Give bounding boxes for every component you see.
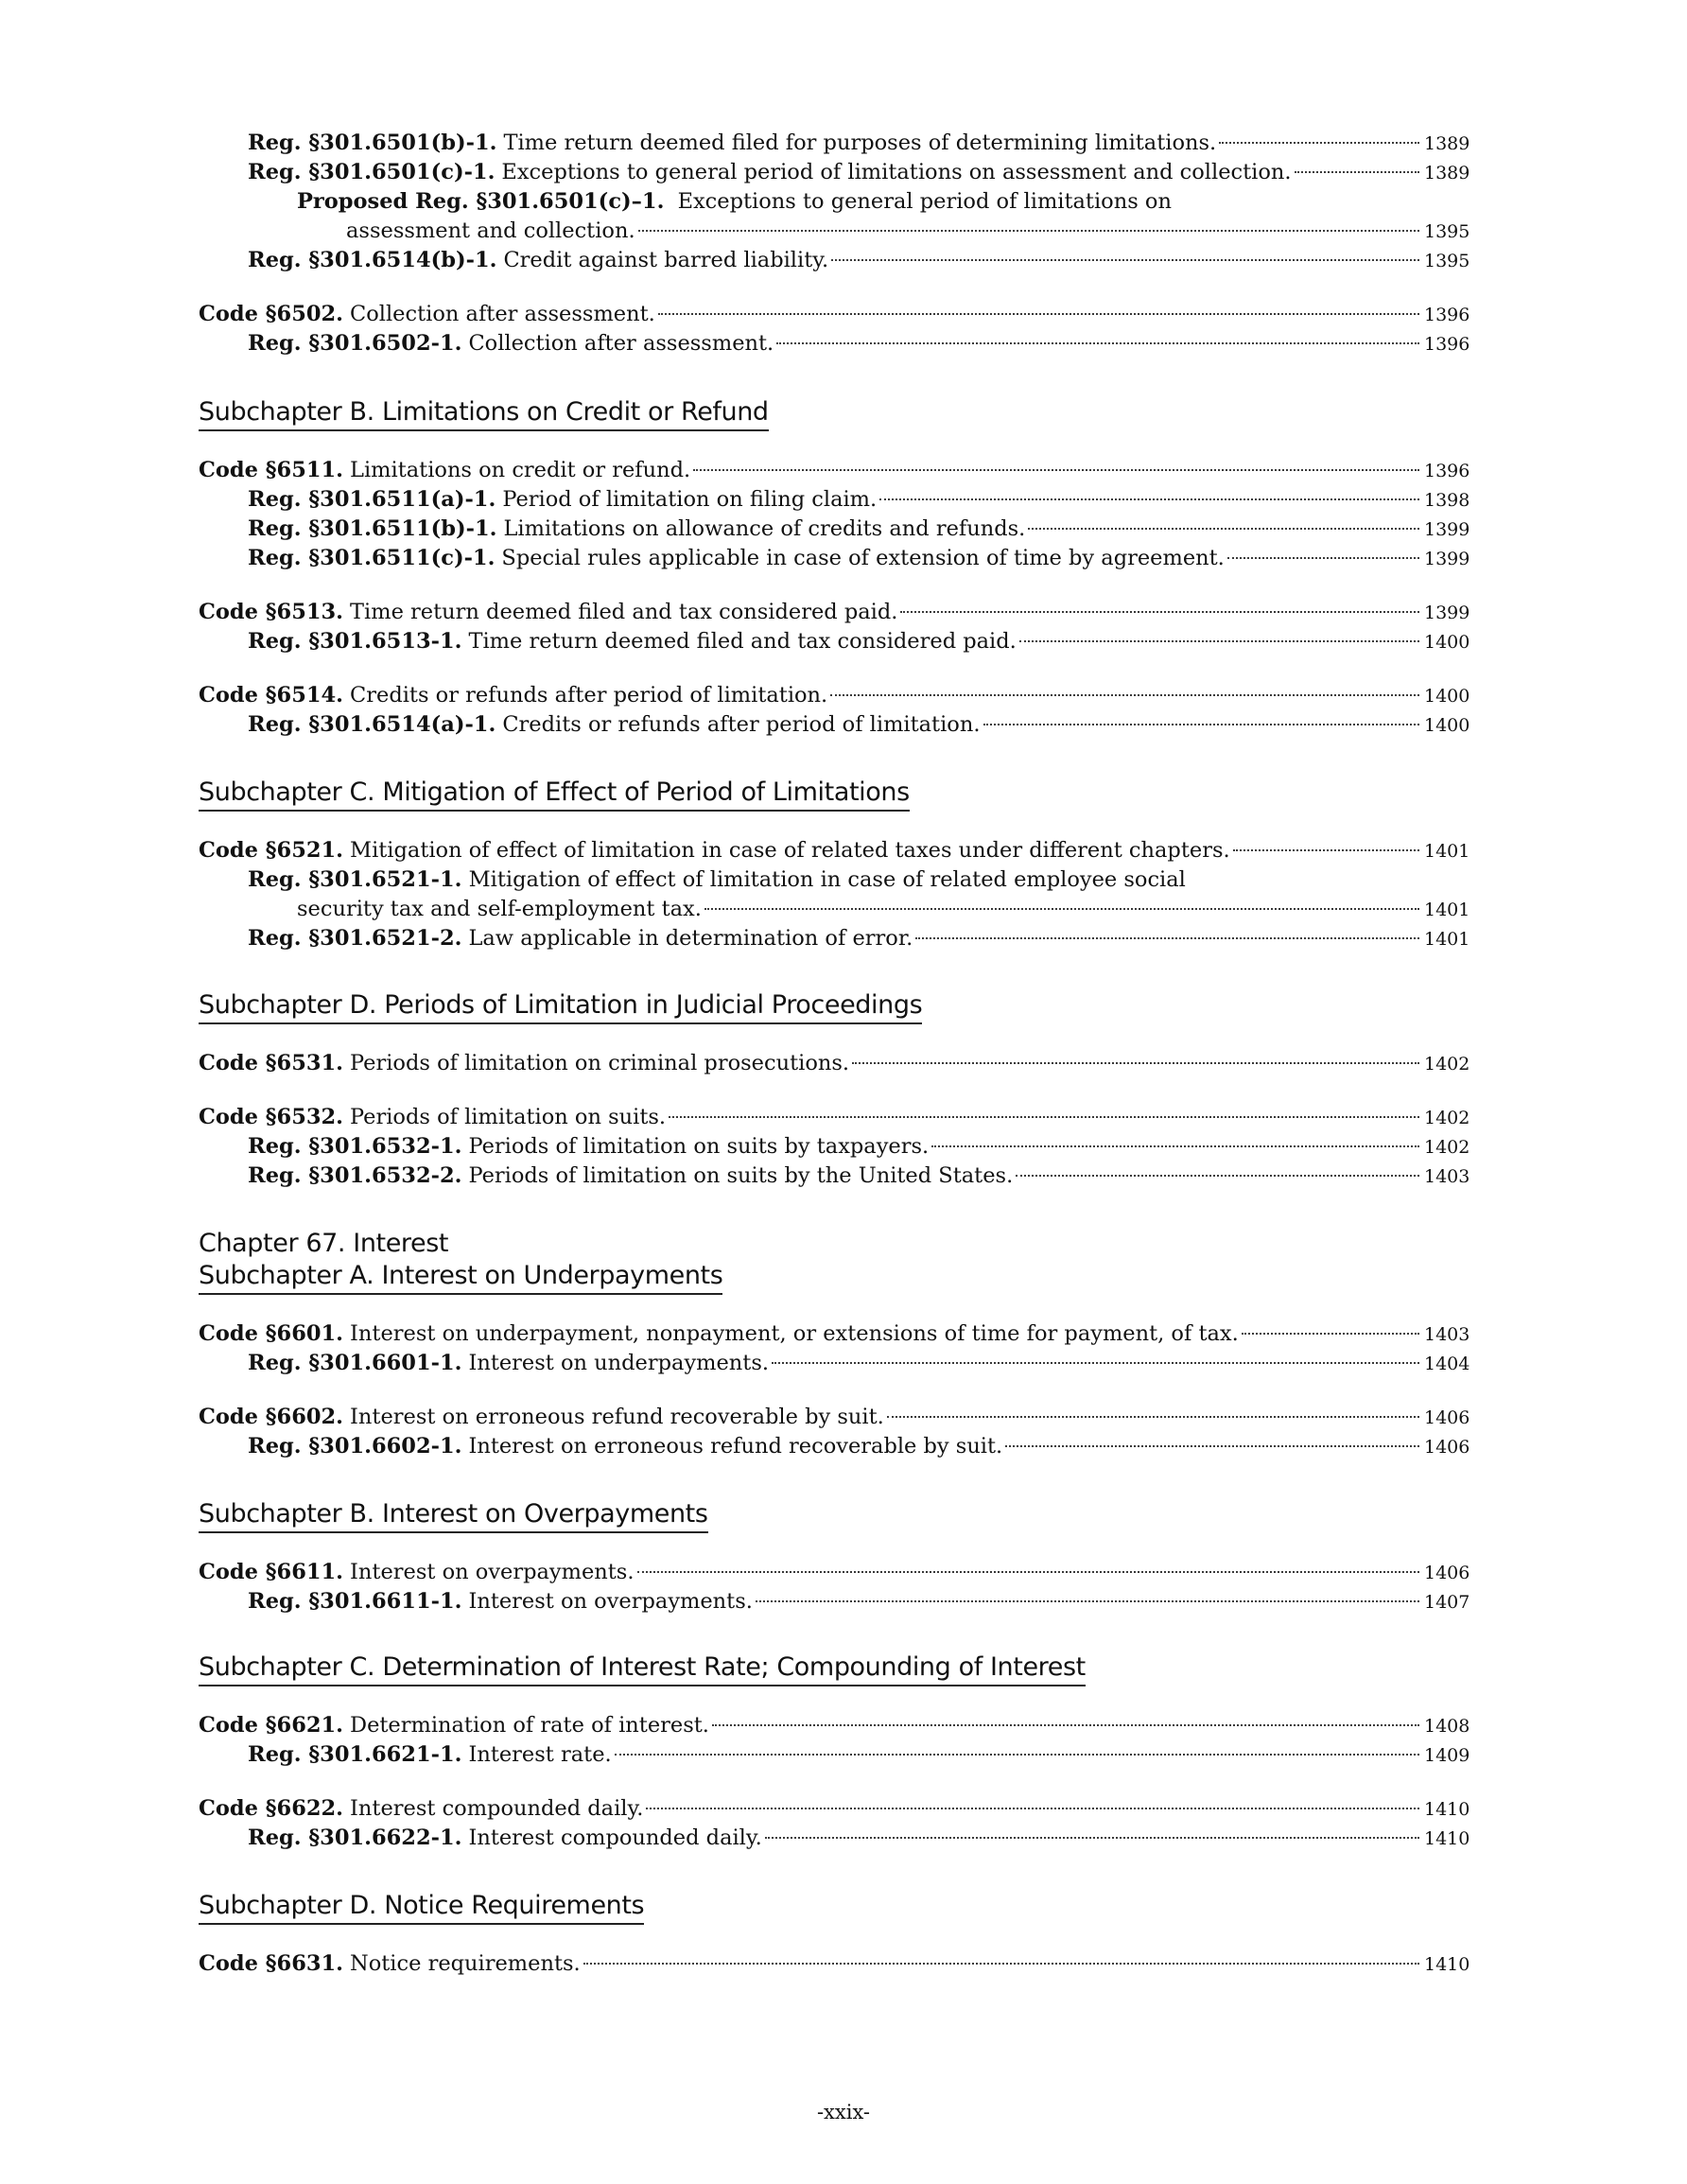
entry-page: 1410 [1424, 1799, 1470, 1820]
entry-title: Mitigation of effect of limitation in case of related employee social [468, 867, 1186, 892]
dot-leader [646, 1808, 1419, 1809]
entry-page: 1401 [1424, 929, 1470, 950]
dot-leader [583, 1963, 1419, 1965]
toc-entry-code-6622[interactable] [199, 1794, 1468, 1824]
toc-entry-code-6621[interactable] [199, 1711, 1468, 1740]
entry-title: Exceptions to general period of limitations on [677, 189, 1172, 214]
entry-label: Reg. §301.6511(c)-1. [248, 546, 496, 570]
entry-page: 1402 [1424, 1137, 1470, 1158]
entry-label: Reg. §301.6532-2. [248, 1163, 462, 1188]
dot-leader [1019, 640, 1419, 642]
entry-title: Periods of limitation on suits by taxpayers. [468, 1134, 930, 1159]
entry-page: 1402 [1424, 1054, 1470, 1075]
dot-leader [704, 908, 1419, 910]
entry-label: Proposed Reg. §301.6501(c)–1. [297, 189, 665, 214]
entry-title-continued: security tax and self-employment tax. [297, 897, 702, 921]
section-heading-subchapter-c-mitigation: Subchapter C. Mitigation of Effect of Period of Limitations [199, 777, 910, 812]
entry-title: Exceptions to general period of limitations on assessment and collection. [501, 160, 1292, 184]
toc-entry-code-6611[interactable] [199, 1558, 1468, 1587]
toc-entry-code-6601[interactable] [199, 1319, 1468, 1349]
dot-leader [879, 498, 1419, 500]
toc-entry-code-6521[interactable] [199, 836, 1468, 865]
entry-title: Time return deemed filed and tax considered paid. [468, 629, 1017, 654]
entry-page: 1401 [1424, 900, 1470, 920]
dot-leader [887, 1416, 1419, 1418]
toc-entry-reg-65021[interactable] [248, 329, 1468, 358]
entry-label: Reg. §301.6602-1. [248, 1434, 462, 1459]
entry-label: Code §6531. [199, 1051, 344, 1075]
entry-page: 1404 [1424, 1354, 1470, 1374]
section-heading-subchapter-d-notice: Subchapter D. Notice Requirements [199, 1890, 644, 1925]
entry-title: Interest on underpayments. [468, 1351, 770, 1375]
entry-label: Reg. §301.6532-1. [248, 1134, 462, 1159]
entry-title: Credits or refunds after period of limitation. [350, 683, 828, 708]
entry-title: Interest compounded daily. [350, 1796, 644, 1821]
toc-entry-code-6511[interactable] [199, 456, 1468, 485]
entry-title: Interest rate. [468, 1742, 612, 1767]
entry-page: 1406 [1424, 1437, 1470, 1458]
entry-label: Reg. §301.6511(b)-1. [248, 516, 497, 541]
entry-title: Periods of limitation on suits by the United States. [468, 1163, 1014, 1188]
entry-page: 1395 [1424, 251, 1470, 271]
entry-title: Limitations on allowance of credits and refunds. [503, 516, 1026, 541]
entry-label: Reg. §301.6501(b)-1. [248, 131, 497, 155]
dot-leader [852, 1062, 1419, 1064]
dot-leader [915, 937, 1419, 939]
entry-label: Code §6602. [199, 1405, 344, 1429]
dot-leader [756, 1600, 1419, 1602]
entry-title: Interest on erroneous refund recoverable by suit. [468, 1434, 1003, 1459]
entry-label: Reg. §301.6601-1. [248, 1351, 462, 1375]
dot-leader [765, 1837, 1419, 1839]
entry-title: Interest on erroneous refund recoverable by suit. [350, 1405, 884, 1429]
toc-entry-proposed-6501c1-line2[interactable] [346, 217, 1468, 246]
toc-entry-reg-6501b1[interactable] [248, 129, 1468, 158]
entry-label: Reg. §301.6611-1. [248, 1589, 462, 1614]
entry-label: Code §6601. [199, 1321, 344, 1346]
page-number: -xxix- [816, 2101, 871, 2123]
dot-leader [1295, 171, 1419, 173]
entry-title: Collection after assessment. [468, 331, 774, 356]
entry-page: 1403 [1424, 1324, 1470, 1345]
entry-title: Period of limitation on filing claim. [502, 487, 878, 512]
toc-entry-reg-6511b1[interactable] [248, 515, 1468, 544]
section-heading-subchapter-a-underpayments: Subchapter A. Interest on Underpayments [199, 1260, 722, 1295]
entry-label: Code §6502. [199, 302, 344, 326]
toc-entry-reg-66221[interactable] [248, 1824, 1468, 1853]
entry-title: Limitations on credit or refund. [350, 458, 691, 482]
entry-label: Reg. §301.6501(c)-1. [248, 160, 496, 184]
dot-leader [1233, 849, 1419, 851]
toc-entry-reg-6511a1[interactable] [248, 485, 1468, 515]
entry-page: 1389 [1424, 133, 1470, 154]
section-heading-subchapter-c-interest-rate: Subchapter C. Determination of Interest Rate; Compounding of Interest [199, 1651, 1086, 1686]
dot-leader [615, 1754, 1419, 1756]
entry-label: Code §6611. [199, 1560, 344, 1584]
entry-page: 1400 [1424, 686, 1470, 707]
section-heading-subchapter-d-judicial: Subchapter D. Periods of Limitation in Judicial Proceedings [199, 989, 922, 1024]
entry-label: Code §6514. [199, 683, 344, 708]
entry-title: Credit against barred liability. [503, 248, 829, 272]
entry-label: Reg. §301.6521-2. [248, 926, 462, 951]
entry-page: 1401 [1424, 841, 1470, 862]
toc-entry-code-6631[interactable] [199, 1949, 1468, 1979]
toc-entry-reg-65212[interactable] [248, 924, 1468, 953]
entry-title: Interest on overpayments. [350, 1560, 635, 1584]
toc-entry-code-6502[interactable] [199, 300, 1468, 329]
entry-label: Reg. §301.6513-1. [248, 629, 462, 654]
entry-title: Interest on overpayments. [468, 1589, 753, 1614]
dot-leader [1242, 1333, 1419, 1335]
entry-title: Collection after assessment. [350, 302, 655, 326]
dot-leader [712, 1724, 1419, 1726]
entry-title: Notice requirements. [350, 1951, 581, 1976]
entry-title: Time return deemed filed for purposes of determining limitations. [503, 131, 1217, 155]
entry-label: Reg. §301.6514(a)-1. [248, 712, 496, 737]
entry-label: Reg. §301.6621-1. [248, 1742, 462, 1767]
entry-label: Code §6521. [199, 838, 344, 863]
entry-title: Periods of limitation on suits. [350, 1105, 667, 1129]
entry-label: Reg. §301.6521-1. [248, 867, 462, 892]
dot-leader [638, 230, 1419, 232]
entry-title: Interest compounded daily. [468, 1826, 762, 1850]
entry-page: 1406 [1424, 1563, 1470, 1583]
entry-label: Reg. §301.6514(b)-1. [248, 248, 497, 272]
dot-leader [1028, 528, 1419, 530]
chapter-heading-67: Chapter 67. Interest [199, 1229, 449, 1258]
entry-title: Periods of limitation on criminal prosecutions. [350, 1051, 850, 1075]
entry-page: 1396 [1424, 334, 1470, 355]
entry-label: Code §6511. [199, 458, 344, 482]
entry-label: Code §6621. [199, 1713, 344, 1738]
dot-leader [669, 1116, 1419, 1118]
entry-page: 1396 [1424, 305, 1470, 325]
entry-page: 1398 [1424, 490, 1470, 511]
entry-label: Reg. §301.6502-1. [248, 331, 462, 356]
entry-title: Interest on underpayment, nonpayment, or extensions of time for payment, of tax. [350, 1321, 1239, 1346]
entry-page: 1400 [1424, 715, 1470, 736]
toc-entry-reg-65321[interactable] [248, 1132, 1468, 1162]
dot-leader [900, 611, 1419, 613]
toc-entry-reg-6514b1[interactable] [248, 246, 1468, 275]
entry-title: Time return deemed filed and tax considered paid. [350, 600, 898, 624]
entry-label: Code §6532. [199, 1105, 344, 1129]
dot-leader [983, 724, 1420, 725]
entry-page: 1409 [1424, 1745, 1470, 1766]
entry-page: 1389 [1424, 163, 1470, 183]
entry-page: 1410 [1424, 1828, 1470, 1849]
toc-entry-reg-65211-line1[interactable] [248, 865, 1186, 894]
dot-leader [931, 1145, 1419, 1147]
toc-entry-code-6531[interactable] [199, 1049, 1468, 1078]
entry-title-continued: assessment and collection. [346, 218, 635, 243]
toc-entry-reg-6511c1[interactable] [248, 544, 1468, 573]
entry-title: Mitigation of effect of limitation in case of related taxes under different chapters. [350, 838, 1230, 863]
toc-entry-code-6513[interactable] [199, 598, 1468, 627]
entry-page: 1400 [1424, 632, 1470, 653]
toc-entry-reg-65131[interactable] [248, 627, 1468, 656]
dot-leader [637, 1571, 1419, 1573]
entry-page: 1396 [1424, 461, 1470, 481]
toc-entry-reg-6514a1[interactable] [248, 710, 1468, 740]
entry-title: Determination of rate of interest. [350, 1713, 709, 1738]
entry-page: 1406 [1424, 1407, 1470, 1428]
toc-entry-code-6602[interactable] [199, 1403, 1468, 1432]
toc-entry-code-6514[interactable] [199, 681, 1468, 710]
dot-leader [1219, 142, 1419, 144]
entry-label: Code §6631. [199, 1951, 344, 1976]
entry-title: Special rules applicable in case of extension of time by agreement. [501, 546, 1225, 570]
dot-leader [776, 342, 1419, 344]
dot-leader [831, 259, 1419, 261]
toc-entry-code-6532[interactable] [199, 1103, 1468, 1132]
toc-entry-reg-65211-line2[interactable] [297, 895, 1468, 924]
entry-label: Code §6513. [199, 600, 344, 624]
toc-entry-reg-66111[interactable] [248, 1587, 1468, 1616]
entry-page: 1399 [1424, 519, 1470, 540]
dot-leader [1227, 557, 1419, 559]
entry-page: 1403 [1424, 1166, 1470, 1187]
toc-entry-reg-66011[interactable] [248, 1349, 1468, 1378]
dot-leader [693, 469, 1419, 471]
entry-label: Code §6622. [199, 1796, 344, 1821]
entry-label: Reg. §301.6622-1. [248, 1826, 462, 1850]
toc-entry-reg-66211[interactable] [248, 1740, 1468, 1770]
entry-title: Credits or refunds after period of limitation. [502, 712, 981, 737]
toc-entry-reg-6501c1[interactable] [248, 158, 1468, 187]
toc-entry-reg-66021[interactable] [248, 1432, 1468, 1461]
section-heading-subchapter-b-limitations: Subchapter B. Limitations on Credit or Refund [199, 396, 769, 431]
entry-page: 1407 [1424, 1592, 1470, 1613]
entry-page: 1399 [1424, 549, 1470, 569]
entry-page: 1408 [1424, 1716, 1470, 1737]
entry-title: Law applicable in determination of error. [468, 926, 913, 951]
toc-entry-proposed-6501c1-line1[interactable] [297, 187, 1172, 216]
entry-page: 1399 [1424, 603, 1470, 623]
dot-leader [830, 694, 1419, 696]
entry-page: 1410 [1424, 1954, 1470, 1975]
dot-leader [1005, 1445, 1419, 1447]
entry-page: 1395 [1424, 221, 1470, 242]
dot-leader [1016, 1175, 1419, 1177]
dot-leader [772, 1362, 1419, 1364]
entry-label: Reg. §301.6511(a)-1. [248, 487, 496, 512]
dot-leader [658, 313, 1419, 315]
section-heading-subchapter-b-overpayments: Subchapter B. Interest on Overpayments [199, 1498, 708, 1533]
toc-entry-reg-65322[interactable] [248, 1162, 1468, 1191]
entry-page: 1402 [1424, 1108, 1470, 1128]
